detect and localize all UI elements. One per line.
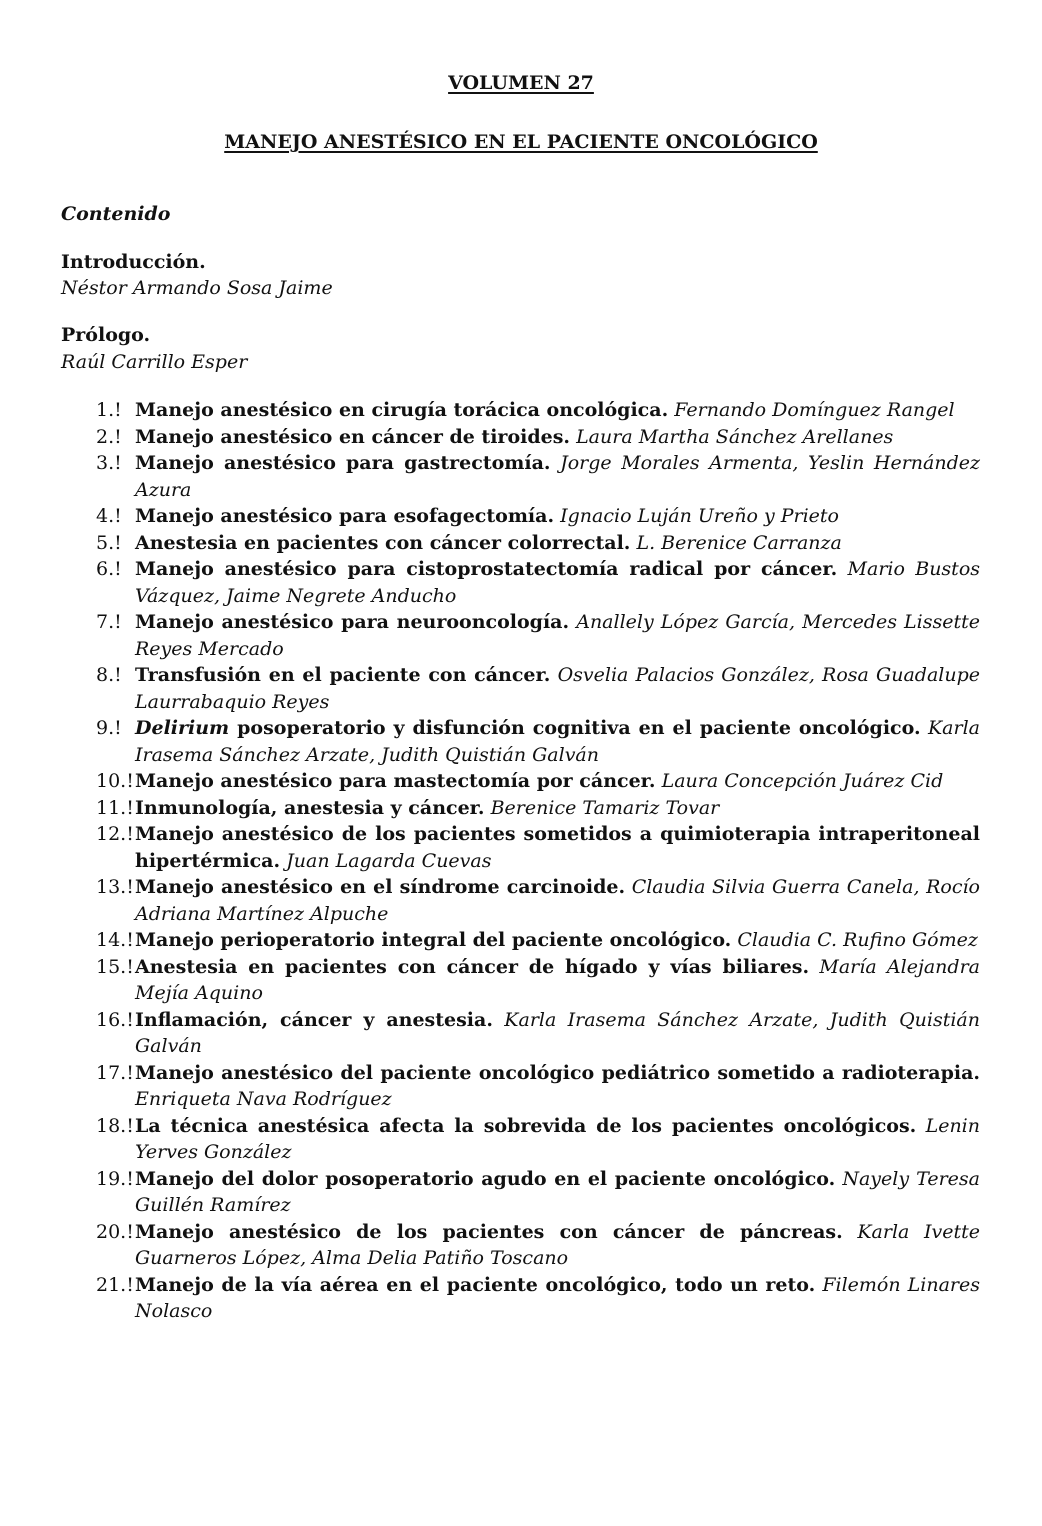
chapter-title: Manejo anestésico de los pacientes sometidos a quimioterapia intraperitoneal hipertérmica.	[135, 823, 980, 872]
chapter-number: 18.!	[96, 1114, 134, 1137]
chapter-author: Enriqueta Nava Rodríguez	[135, 1088, 392, 1110]
chapter-author: Laura Martha Sánchez Arellanes	[576, 425, 894, 448]
chapter-title-emphasis: Delirium	[135, 717, 230, 739]
chapter-author: Juan Lagarda Cuevas	[286, 849, 492, 872]
chapter-title: Manejo perioperatorio integral del paciente oncológico.	[135, 929, 732, 951]
chapter-author: Karla Irasema Sánchez Arzate, Judith Quistián Galván	[135, 1008, 980, 1057]
chapter-author: Karla Ivette Guarneros López, Alma Delia Patiño Toscano	[135, 1220, 980, 1269]
chapter-entry-19	[96, 1166, 980, 1219]
chapter-title: Manejo del dolor posoperatorio agudo en el paciente oncológico.	[135, 1167, 836, 1190]
introduction-heading: Introducción.	[61, 251, 206, 273]
chapter-number: 21.!	[96, 1273, 134, 1296]
chapter-entry-3	[96, 450, 980, 503]
chapter-entry-14	[96, 927, 980, 954]
contents-label: Contenido	[61, 203, 171, 225]
table-of-contents	[96, 397, 980, 1325]
chapter-entry-12	[96, 821, 980, 874]
chapter-number: 13.!	[96, 876, 134, 898]
chapter-number: 15.!	[96, 955, 134, 978]
chapter-entry-9	[96, 715, 980, 768]
chapter-title: Inflamación, cáncer y anestesia.	[135, 1008, 493, 1031]
chapter-entry-20	[96, 1219, 980, 1272]
volume-heading: VOLUMEN 27	[448, 72, 594, 94]
chapter-author: Karla Irasema Sánchez Arzate, Judith Quistián Galván	[135, 717, 980, 766]
chapter-author: Lenin Yerves González	[135, 1114, 980, 1163]
chapter-number: 8.!	[96, 664, 122, 686]
chapter-title: Anestesia en pacientes con cáncer de hígado y vías biliares.	[135, 955, 810, 978]
chapter-title: Manejo anestésico del paciente oncológico pediátrico sometido a radioterapia.	[135, 1061, 980, 1084]
chapter-author: Claudia Silvia Guerra Canela, Rocío Adriana Martínez Alpuche	[135, 876, 980, 925]
chapter-author: Filemón Linares Nolasco	[135, 1273, 980, 1322]
chapter-entry-21	[96, 1272, 980, 1325]
chapter-author: L. Berenice Carranza	[636, 531, 842, 554]
chapter-author: Jorge Morales Armenta, Yeslin Hernández Azura	[135, 452, 980, 501]
chapter-title: Manejo de la vía aérea en el paciente oncológico, todo un reto.	[135, 1273, 816, 1296]
document-title: MANEJO ANESTÉSICO EN EL PACIENTE ONCOLÓGICO	[224, 131, 818, 153]
chapter-author: Osvelia Palacios González, Rosa Guadalupe Laurrabaquio Reyes	[135, 664, 981, 713]
chapter-number: 20.!	[96, 1220, 134, 1243]
chapter-number: 6.!	[96, 558, 122, 580]
chapter-author: Ignacio Luján Ureño y Prieto	[560, 505, 839, 527]
chapter-number: 3.!	[96, 452, 122, 474]
chapter-number: 2.!	[96, 425, 122, 448]
chapter-number: 19.!	[96, 1167, 134, 1190]
chapter-number: 1.!	[96, 399, 122, 421]
chapter-author: María Alejandra Mejía Aquino	[135, 955, 980, 1004]
chapter-title: Manejo anestésico para neurooncología.	[135, 611, 570, 633]
chapter-number: 17.!	[96, 1061, 134, 1084]
chapter-author: Anallely López García, Mercedes Lissette Reyes Mercado	[135, 611, 981, 660]
chapter-number: 7.!	[96, 611, 122, 633]
chapter-number: 16.!	[96, 1008, 134, 1031]
chapter-title: Manejo anestésico para gastrectomía.	[135, 452, 551, 474]
chapter-author: Berenice Tamariz Tovar	[490, 796, 720, 819]
chapter-entry-13	[96, 874, 980, 927]
chapter-number: 4.!	[96, 505, 122, 527]
chapter-entry-17	[96, 1060, 980, 1113]
chapter-title: Manejo anestésico en el síndrome carcinoide.	[135, 876, 626, 898]
chapter-author: Mario Bustos Vázquez, Jaime Negrete Anducho	[135, 558, 981, 607]
chapter-entry-11	[96, 795, 980, 822]
chapter-entry-5	[96, 530, 980, 557]
chapter-title: Manejo anestésico en cirugía torácica oncológica.	[135, 399, 669, 421]
chapter-title: Inmunología, anestesia y cáncer.	[135, 796, 485, 819]
chapter-number: 14.!	[96, 929, 134, 951]
prologue-author: Raúl Carrillo Esper	[61, 351, 248, 373]
chapter-author: Nayely Teresa Guillén Ramírez	[135, 1167, 980, 1216]
chapter-entry-8	[96, 662, 980, 715]
chapter-author: Laura Concepción Juárez Cid	[661, 770, 944, 792]
chapter-number: 11.!	[96, 796, 134, 819]
prologue-heading: Prólogo.	[61, 324, 151, 346]
chapter-title: Manejo anestésico para esofagectomía.	[135, 505, 555, 527]
chapter-title: Manejo anestésico para mastectomía por cáncer.	[135, 770, 656, 792]
chapter-entry-1	[96, 397, 980, 424]
chapter-entry-10	[96, 768, 980, 795]
chapter-title: Transfusión en el paciente con cáncer.	[135, 664, 551, 686]
chapter-number: 12.!	[96, 823, 134, 845]
chapter-title	[135, 717, 921, 739]
chapter-entry-16	[96, 1007, 980, 1060]
chapter-title: La técnica anestésica afecta la sobrevida de los pacientes oncológicos.	[135, 1114, 917, 1137]
chapter-title: Manejo anestésico para cistoprostatectomía radical por cáncer.	[135, 558, 838, 580]
chapter-number: 9.!	[96, 717, 122, 739]
chapter-title-rest: posoperatorio y disfunción cognitiva en el paciente oncológico.	[229, 717, 921, 739]
chapter-title: Manejo anestésico en cáncer de tiroides.	[135, 425, 571, 448]
chapter-entry-4	[96, 503, 980, 530]
chapter-author: Claudia C. Rufino Gómez	[737, 929, 978, 951]
chapter-number: 5.!	[96, 531, 122, 554]
chapter-author: Fernando Domínguez Rangel	[674, 399, 955, 421]
chapter-entry-6	[96, 556, 980, 609]
chapter-entry-7	[96, 609, 980, 662]
chapter-entry-2	[96, 424, 980, 451]
chapter-title: Manejo anestésico de los pacientes con cáncer de páncreas.	[135, 1220, 843, 1243]
chapter-entry-15	[96, 954, 980, 1007]
chapter-number: 10.!	[96, 770, 134, 792]
chapter-entry-18	[96, 1113, 980, 1166]
chapter-title: Anestesia en pacientes con cáncer colorrectal.	[135, 531, 631, 554]
introduction-author: Néstor Armando Sosa Jaime	[61, 277, 333, 299]
